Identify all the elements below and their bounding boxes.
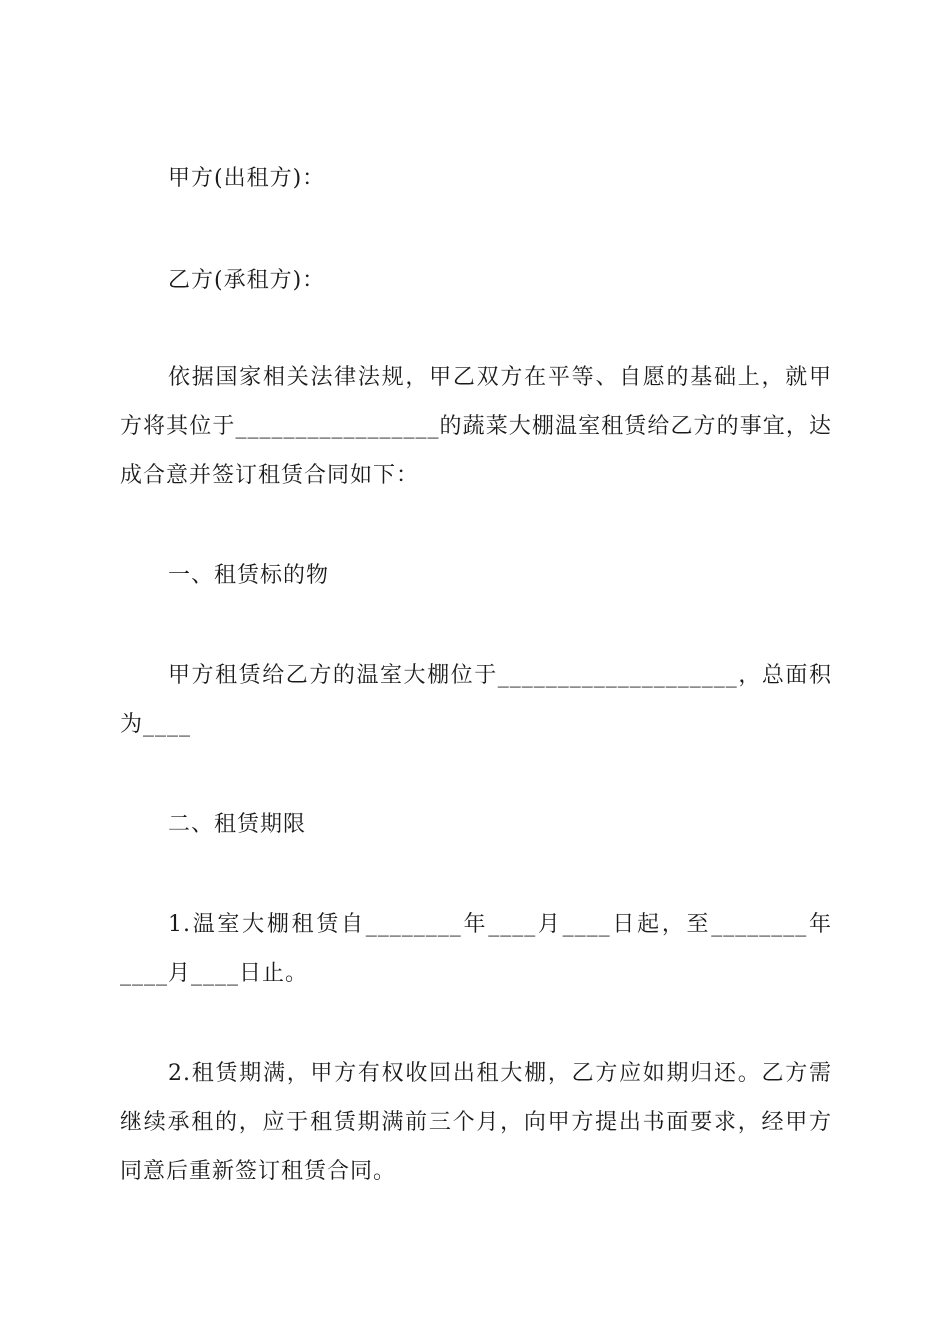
clause-2-2: 2.租赁期满，甲方有权收回出租大棚，乙方应如期归还。乙方需继续承租的，应于租赁期满前三个月，向甲方提出书面要求，经甲方同意后重新签订租赁合同。 [120,1061,832,1184]
section-1-heading: 一、租赁标的物 [168,563,330,588]
intro-paragraph: 依据国家相关法律法规，甲乙双方在平等、自愿的基础上，就甲方将其位于_________________的蔬菜大棚温室租赁给乙方的事宜，达成合意并签订租赁合同如下： [120,365,832,488]
section-2-heading: 二、租赁期限 [168,812,307,837]
section-1-body: 甲方租赁给乙方的温室大棚位于____________________，总面积为____ [120,663,832,737]
party-a-line: 甲方(出租方)： [168,166,326,191]
party-b-line: 乙方(承租方)： [168,268,326,293]
clause-2-1: 1.温室大棚租赁自________年____月____日起，至________年____月____日止。 [120,912,832,986]
